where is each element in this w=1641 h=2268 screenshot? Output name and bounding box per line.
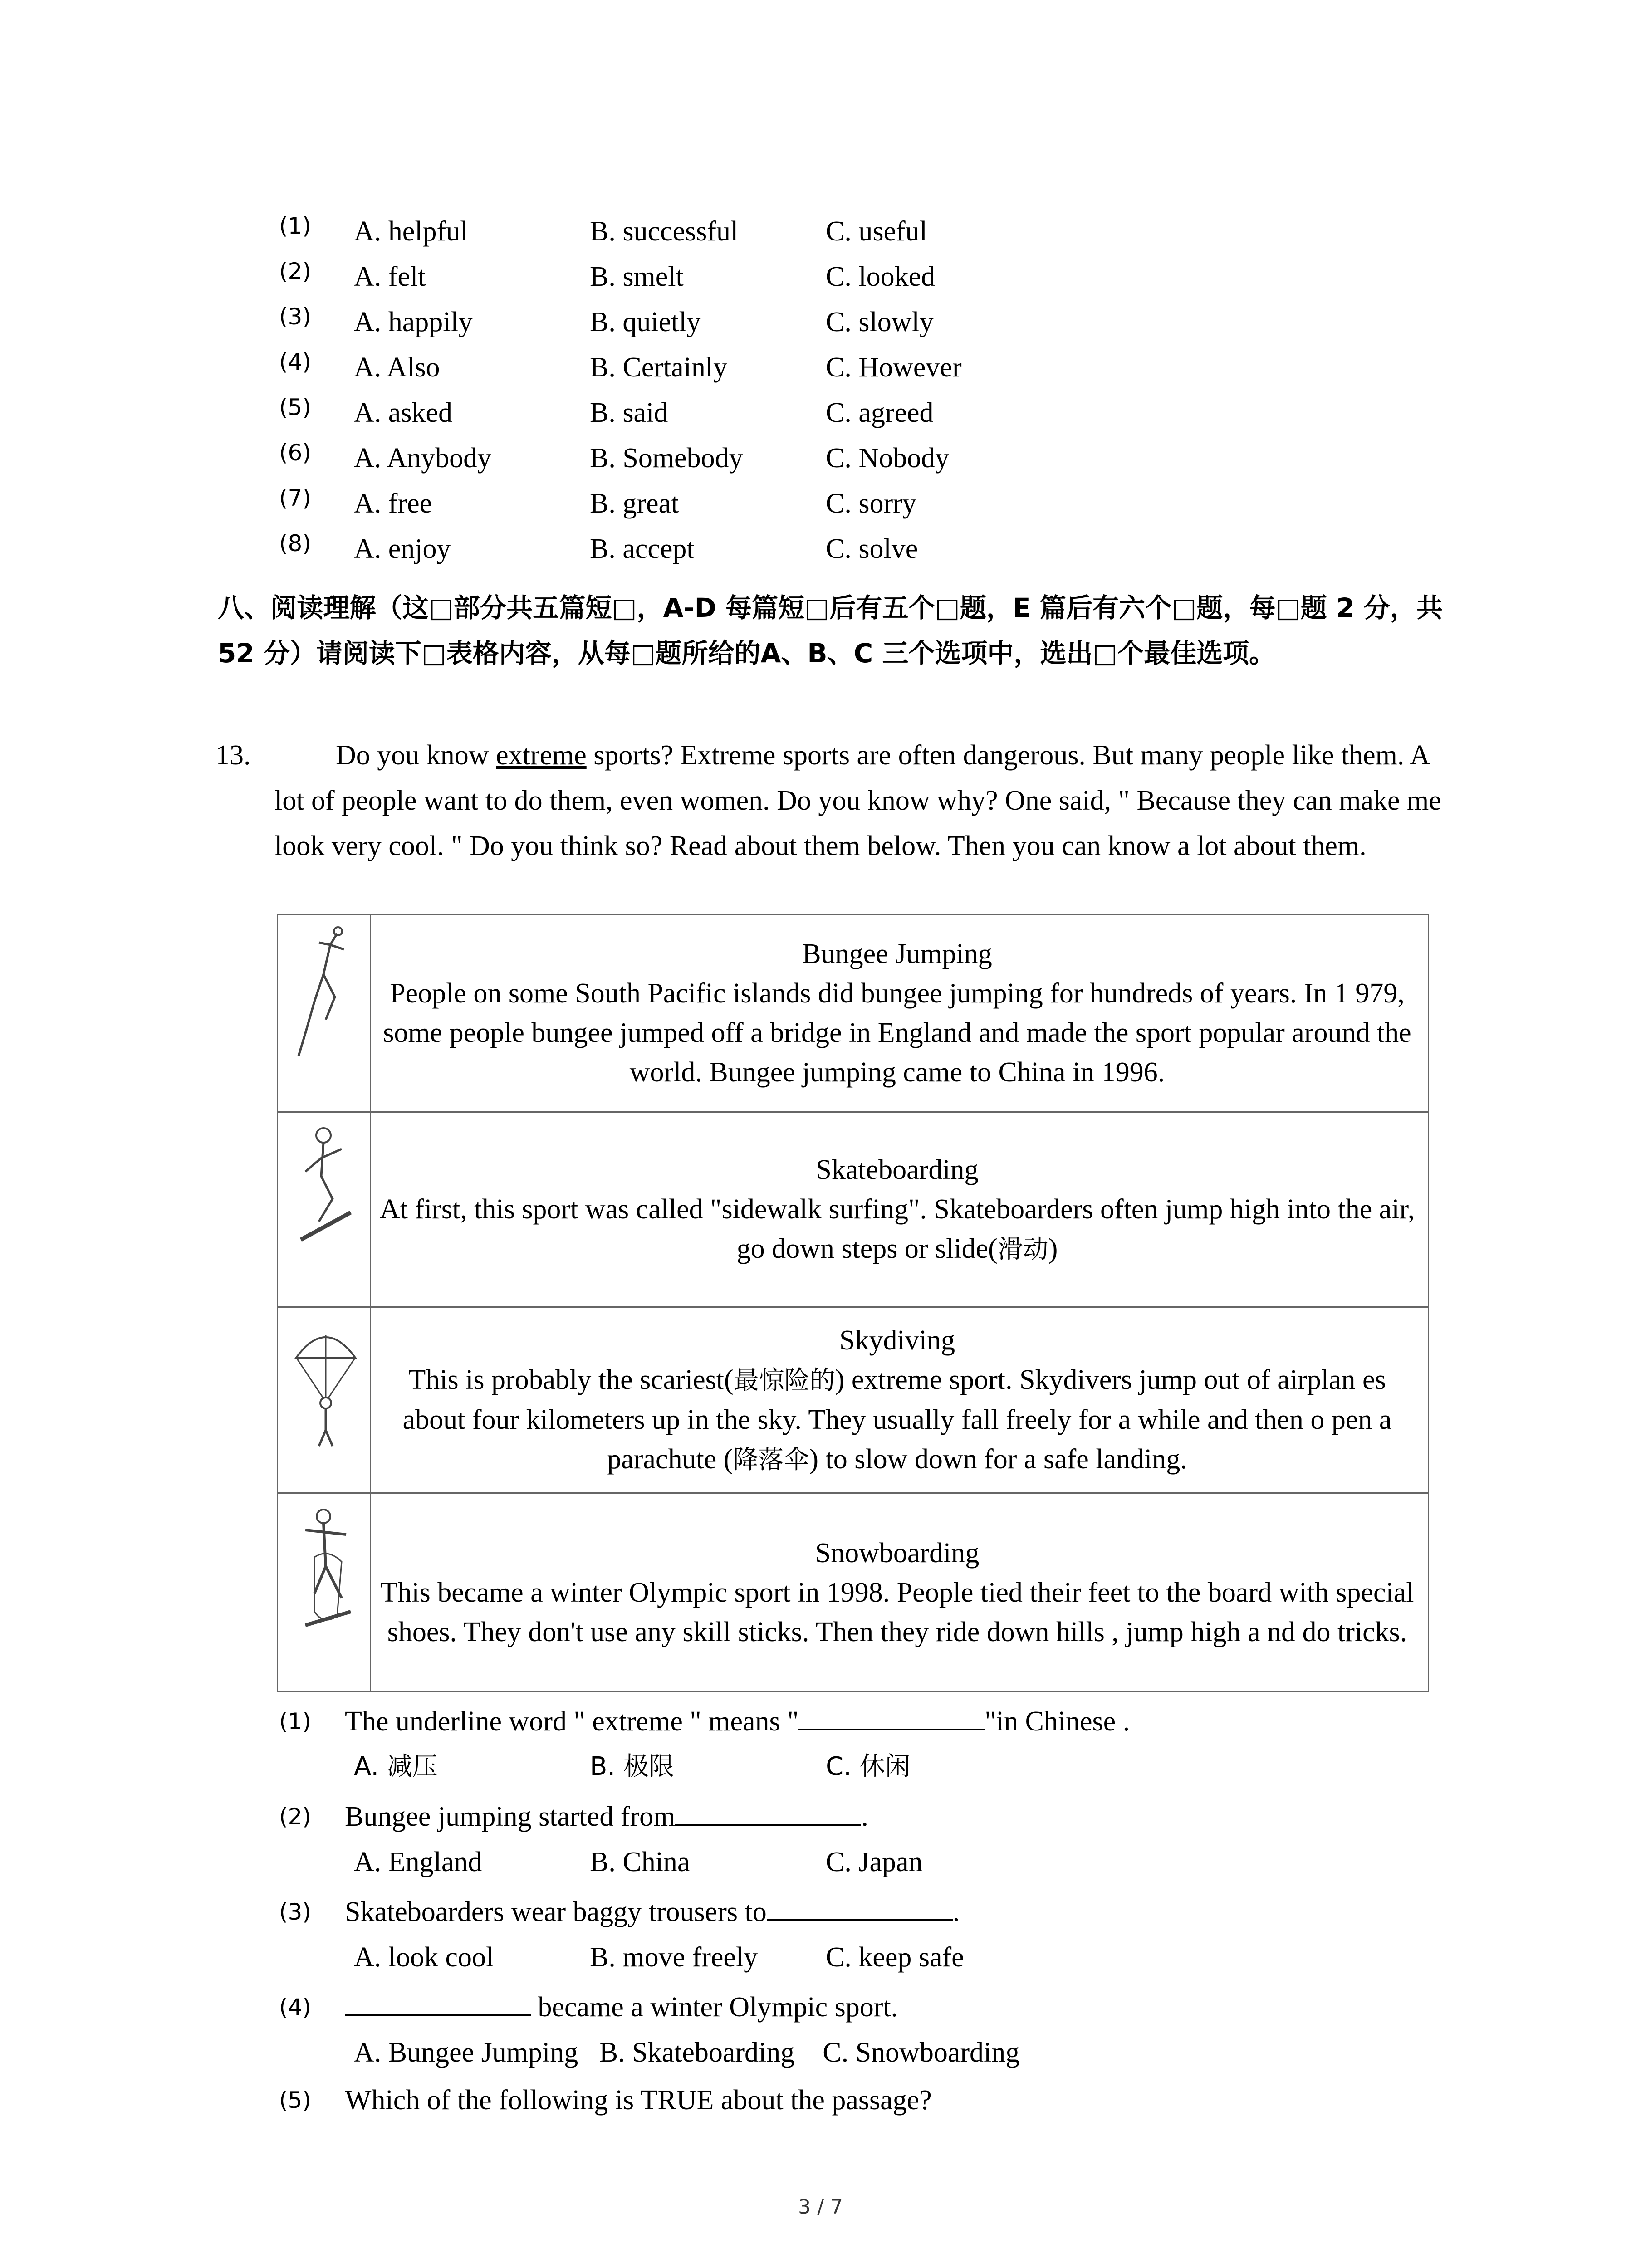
option-b: B. great: [590, 488, 679, 519]
choice-number: (5): [279, 394, 311, 420]
question-text: became a winter Olympic sport.: [345, 1984, 898, 2030]
option-c: C. useful: [826, 216, 927, 247]
options-row: A. Bungee Jumping B. Skateboarding C. Snowboarding: [354, 2037, 1020, 2068]
option-a: A. helpful: [354, 216, 468, 247]
text-cell: [376, 1308, 1419, 1492]
option-a: A. look cool: [354, 1942, 494, 1973]
passage-text-rest: sports? Extreme sports are often dangerous. But many people like them. A lot of people want to do them, even women. Do you know why? One said, " Because they can make me look very cool. " Do you think so? Read about them below. Then you can know a lot about them.: [274, 740, 1441, 861]
choice-row: [0, 345, 1641, 390]
choice-number: (8): [279, 530, 311, 557]
option-b: B. Somebody: [590, 443, 743, 474]
choice-number: (3): [279, 303, 311, 330]
option-b: B. China: [590, 1847, 690, 1877]
option-b: B. quietly: [590, 307, 701, 337]
question-number: (2): [279, 1804, 311, 1830]
sport-description: At first, this sport was called "sidewalk surfing". Skateboarders often jump high into the air, go down steps or slide(滑动): [379, 1193, 1415, 1264]
option-c: C. However: [826, 352, 962, 383]
question-text: Bungee jumping started from .: [345, 1794, 868, 1839]
choice-row: [0, 390, 1641, 435]
picture-cell: [278, 1113, 371, 1306]
choice-row: [0, 526, 1641, 572]
skydiver-icon: [287, 1317, 364, 1453]
sport-description: This is probably the scariest(最惊险的) extreme sport. Skydivers jump out of airplan es about four kilometers up in the sky. They usually fall freely for a while and then o pen a parachute (降落伞) to slow down for a safe landing.: [402, 1364, 1392, 1475]
option-c: C. Nobody: [826, 443, 950, 474]
picture-cell: [278, 1308, 371, 1492]
sport-title: Snowboarding: [815, 1538, 980, 1569]
question-text: Which of the following is TRUE about the passage?: [345, 2085, 932, 2116]
passage: [274, 733, 1445, 869]
option-b: B. successful: [590, 216, 739, 247]
choice-row: [0, 435, 1641, 481]
option-a: A. enjoy: [354, 533, 451, 564]
page-number: 3 / 7: [798, 2195, 843, 2219]
table-row: [278, 915, 1428, 1113]
answer-blank[interactable]: [675, 1797, 861, 1826]
option-b: B. move freely: [590, 1942, 758, 1973]
option-c: C. 休闲: [826, 1752, 911, 1781]
answer-blank[interactable]: [767, 1892, 953, 1921]
choice-row: [0, 299, 1641, 345]
option-a: A. Also: [354, 352, 440, 383]
option-b: B. accept: [590, 533, 695, 564]
option-c: C. slowly: [826, 307, 934, 337]
choice-number: (2): [279, 258, 311, 284]
option-a: A. 减压: [354, 1752, 438, 1781]
option-a: A. happily: [354, 307, 473, 337]
option-a: A. Anybody: [354, 443, 492, 474]
answer-blank[interactable]: [345, 1987, 531, 2016]
question-number: (5): [279, 2087, 311, 2113]
sport-title: Skydiving: [839, 1325, 955, 1356]
table-row: [278, 1494, 1428, 1692]
question-number: 13.: [216, 740, 251, 771]
passage-text-start: Do you know: [336, 740, 496, 771]
option-a: A. free: [354, 488, 432, 519]
text-cell: [376, 1113, 1419, 1306]
bungee-jumper-icon: [287, 924, 364, 1061]
answer-blank[interactable]: [798, 1701, 985, 1730]
section-heading: 八、阅读理解（这□部分共五篇短□，A-D 每篇短□后有五个□题，E 篇后有六个□题，每□题 2 分，共 52 分）请阅读下□表格内容，从每□题所给的A、B、C 三个选项中，选出□个最佳选项。: [218, 592, 1443, 669]
option-c: C. solve: [826, 533, 918, 564]
option-a: A. England: [354, 1847, 482, 1877]
skateboarder-icon: [287, 1122, 364, 1258]
option-b: B. Certainly: [590, 352, 728, 383]
option-a: A. felt: [354, 261, 426, 292]
table-row: [278, 1308, 1428, 1494]
option-b: B. 极限: [590, 1752, 675, 1781]
option-b: B. smelt: [590, 261, 684, 292]
sport-description: People on some South Pacific islands did bungee jumping for hundreds of years. In 1 979, some people bungee jumped off a bridge in England and made the sport popular around the world. Bungee jumping came to China in 1996.: [383, 978, 1411, 1088]
option-a: A. asked: [354, 397, 452, 428]
option-b: B. said: [590, 397, 668, 428]
option-c: C. keep safe: [826, 1942, 964, 1973]
question-number: (4): [279, 1994, 311, 2020]
choice-number: (4): [279, 349, 311, 375]
choice-row: [0, 254, 1641, 299]
sport-title: Bungee Jumping: [802, 938, 992, 969]
picture-cell: [278, 915, 371, 1111]
question-number: (1): [279, 1708, 311, 1735]
question-text: Skateboarders wear baggy trousers to .: [345, 1889, 960, 1935]
choice-number: (7): [279, 485, 311, 511]
snowboarder-icon: [287, 1503, 364, 1639]
question-number: (3): [279, 1899, 311, 1925]
choice-number: (1): [279, 213, 311, 239]
option-c: C. Japan: [826, 1847, 923, 1877]
picture-cell: [278, 1494, 371, 1692]
option-c: C. agreed: [826, 397, 934, 428]
choice-number: (6): [279, 440, 311, 466]
table-row: [278, 1113, 1428, 1308]
option-c: C. sorry: [826, 488, 916, 519]
underlined-word: extreme: [496, 740, 587, 771]
question-text: The underline word " extreme " means " "in Chinese .: [345, 1699, 1130, 1744]
choice-row: [0, 481, 1641, 526]
sports-table: [277, 914, 1429, 1692]
choice-row: [0, 209, 1641, 254]
sport-description: This became a winter Olympic sport in 1998. People tied their feet to the board with special shoes. They don't use any skill sticks. Then they ride down hills , jump high a nd do tricks.: [380, 1577, 1414, 1647]
text-cell: [376, 1494, 1419, 1692]
text-cell: [376, 915, 1419, 1111]
sport-title: Skateboarding: [816, 1154, 979, 1185]
option-c: C. looked: [826, 261, 936, 292]
